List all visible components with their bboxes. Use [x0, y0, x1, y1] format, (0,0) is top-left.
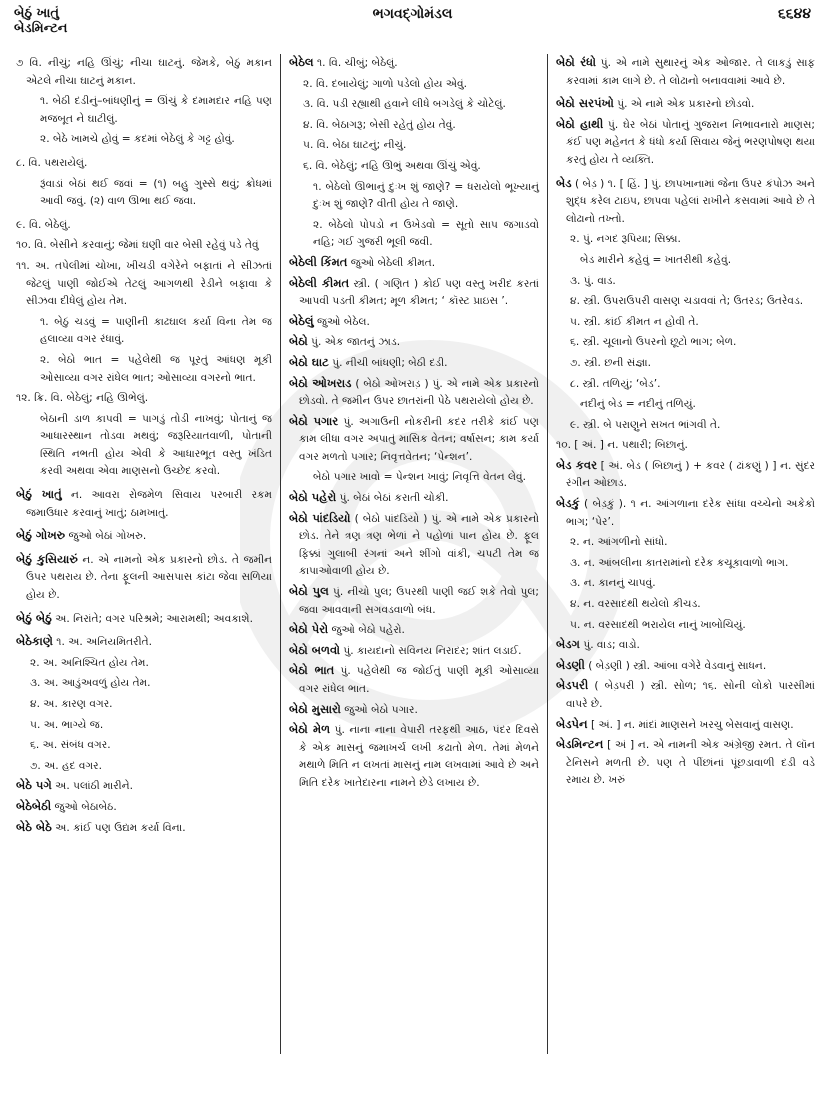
definition-text: ૨. બેઠે ખામચે હોવું = કદમાં બેઠેલું કે ગટ્ટ હોવું.	[40, 133, 235, 146]
dictionary-entry	[289, 95, 539, 114]
headword: બેઠો સરપંખો	[556, 96, 614, 111]
definition-text: ૫. ન. વરસાદથી ભરાયેલ નાનું ખાબોચિયું.	[570, 618, 746, 631]
definition-text: [ અં ] ન. એ નામની એક અંગ્રેજી રમત. તે લૉન ટેનિસને મળતી છે. પણ તે પીંછાંનાં પૂંછડાવાળી દડી વડે રમાય છે. ખરું	[566, 739, 815, 787]
definition-text: ૬. સ્ત્રી. ચૂલાનો ઉપરનો છૂટો ભાગ; બેળ.	[570, 336, 737, 349]
headword: બેઠેલું	[289, 313, 314, 328]
headword: બેઠેકાણે	[16, 634, 53, 649]
dictionary-entry	[556, 251, 815, 270]
dictionary-entry	[556, 375, 815, 394]
dictionary-entry	[16, 486, 272, 522]
dictionary-entry	[289, 721, 539, 792]
dictionary-entry	[16, 654, 272, 673]
dictionary-entry	[556, 436, 815, 455]
headword: બેઠું બેઠું	[16, 610, 52, 625]
dictionary-entry	[16, 313, 272, 349]
dictionary-entry	[16, 798, 272, 817]
definition-text: ( બેઠો ઓખરાડ઼ ) પું. એ નામે એક પ્રકારનો છોડવો. તે જમીન ઉપર છાતરાંની પેઠે પથરાયેલો હોય છે.	[299, 377, 539, 408]
dictionary-entry	[556, 736, 815, 790]
dictionary-entry	[556, 716, 815, 735]
definition-text: પું. નીચો પુલ; ઉપરથી પાણી જઈ શકે તેવો પુલ; જવા આવવાની સગવડવાળો બંધ.	[299, 586, 539, 616]
headword: બેઠો મુસારો	[289, 701, 341, 716]
dictionary-entry	[556, 657, 815, 676]
definition-text: પું. નાના નાના વેપારી તરફથી આઠ, પંદર દિવસે કે એક માસનું જમાખર્ચ લખી કઢાતો મેળ. તેમાં મેળને મથાળે મિતિ ન લખતાં માસનું નામ લખવામાં આવે છે અને મિતિ દરેક ખાતેદારના નામને છેડે લખાય છે.	[299, 724, 539, 789]
dictionary-entry	[556, 616, 815, 635]
definition-text: ૮. સ્ત્રી. તળિયું; ‘બેડ’.	[570, 377, 661, 390]
definition-text: રૂંવાડાં બેઠાં થઈ જવાં = (૧) બહુ ગુસ્સે થવું; ક્રોધમાં આવી જવું. (૨) વાળ ઊભા થઈ જવા.	[40, 177, 272, 208]
definition-text: ( બેઠો પાંદડિયો ) પું. એ નામે એક પ્રકારનો છોડ. તેને ત્રણ ત્રણ ભેળાં ને પહોળાં પાન હોય છે. ફૂલ ફિક્કાં ગુલાબી રંગનાં અને શીંગો વાંકી, ચપટી તેમ જ કાપાઓવાળી હોય છે.	[299, 512, 539, 578]
dictionary-entry	[556, 636, 815, 655]
dictionary-entry	[16, 527, 272, 546]
dictionary-entry	[289, 313, 539, 332]
definition-text: ૪. ન. વરસાદથી થયેલો કીચડ.	[570, 598, 701, 611]
headword: બેડ કવર	[556, 457, 598, 472]
headword: બેઠું કુસિયારું	[16, 551, 78, 566]
dictionary-entry	[16, 551, 272, 605]
dictionary-entry	[289, 583, 539, 619]
headword: બેડ	[556, 175, 572, 190]
dictionary-entry	[556, 416, 815, 435]
headword: બેઠો પાંદડિયો	[289, 510, 351, 525]
dictionary-entry	[556, 230, 815, 249]
dictionary-entry	[556, 272, 815, 291]
dictionary-entry	[16, 175, 272, 211]
column-right	[548, 54, 823, 1084]
definition-text: ( બેડ઼કું ). ૧ ન. આંગળાના દરેક સાંધા વચ્ચેનો અકેકો ભાગ; ‘પેર’.	[566, 498, 815, 528]
page-number: ૬૬૪૪	[777, 6, 811, 22]
definition-text: નદીનું બેડ = નદીનું તળિયું.	[580, 398, 696, 411]
headword: બેઠો રંધો	[556, 55, 596, 69]
definition-text: ૪. સ્ત્રી. ઉપરાઉપરી વાસણ ચડાવવાં તે; ઉતરડ; ઉતરેવડ.	[570, 295, 804, 308]
headword: બેઠેલ	[289, 55, 314, 69]
definition-text: ૮. વિ. પથરાયેલું.	[16, 156, 88, 169]
headword: બેઠો મેળ	[289, 722, 331, 737]
dictionary-entry	[16, 216, 272, 235]
headword: બેઠેબેઠી	[16, 798, 52, 813]
column-left	[8, 54, 280, 1084]
definition-text: ૧. બેઠેલો ઊભાનું દુઃખ શું જાણે? = ધરાયેલો ભૂખ્યાનું દુઃખ શું જાણે? વીતી હોય તે જાણે.	[313, 180, 539, 211]
definition-text: ૯. વિ. બેઠેલું.	[16, 218, 71, 231]
dictionary-entry	[16, 389, 272, 408]
headword: બેડણી	[556, 657, 585, 672]
definition-text: પું. વાડ; વાડો.	[579, 639, 640, 652]
dictionary-entry	[16, 130, 272, 149]
definition-text: ૨. અ. અનિશ્ચિત હોય તેમ.	[30, 656, 149, 669]
dictionary-entry	[556, 395, 815, 414]
headword: બેડપેન	[556, 716, 588, 731]
definition-text: પું. એક જાતનું ઝાડ.	[307, 336, 401, 349]
headword: બેઠેલી કિંમત	[289, 254, 348, 269]
definition-text: પું. પહેલેથી જ જોઈતું પાણી મૂકી ઓસાવ્યા વગર રાંધેલ ભાત.	[299, 665, 540, 695]
headword: બેડગ	[556, 637, 580, 652]
dictionary-entry	[556, 595, 815, 614]
headword: બેઠે પગે	[16, 778, 52, 793]
headword: બેઠું ગોખરુ	[16, 528, 66, 543]
definition-text: ૩. પું. વાડ.	[570, 274, 616, 287]
dictionary-entry	[16, 257, 272, 311]
definition-text: ૪. અ. કારણ વગર.	[30, 698, 113, 710]
dictionary-entry	[289, 510, 539, 581]
definition-text: સ્ત્રી. ( ગણિત ) કોઈ પણ વસ્તુ ખરીદ કરતાં આપવી પડતી કીમત; મૂળ કીમત; ‘ કૉસ્ટ પ્રાઇસ ’.	[299, 277, 539, 308]
page-header	[0, 0, 825, 52]
definition-text: ૯. સ્ત્રી. બે પરાણુને સખત ભાંગવી તે.	[570, 418, 721, 431]
headword: બેઠો પહેરો	[289, 490, 337, 505]
headword: બેડકું	[556, 496, 580, 511]
dictionary-entry	[16, 351, 272, 387]
definition-text: ૧. વિ. ચીબું; બેઠેલું.	[313, 57, 398, 69]
definition-text: [ અં. બેડ ( બિછાનું ) + કવર ( ઢાંકણું ) ] ન. સુંદર રંગીન ઓછાડ.	[566, 459, 816, 490]
dictionary-entry	[556, 333, 815, 352]
definition-text: અ. કાંઈ પણ ઉદ્યમ કર્યા વિના.	[51, 821, 186, 834]
headword: બેઠો ભાત	[289, 663, 335, 678]
definition-text: ૧. અ. અનિયમિતરીતે.	[52, 636, 153, 649]
definition-text: ૨. બેઠો ભાત = પહેલેથી જ પૂરતું આંધણ મૂકી ઓસાવ્યા વગર રાંધેલ ભાત; ઓસાવ્યા વગરનો ભાત.	[40, 353, 272, 384]
dictionary-entry	[289, 621, 539, 640]
headword: બેઠું ખાતું	[16, 487, 62, 502]
dictionary-entry	[289, 254, 539, 273]
dictionary-entry	[289, 178, 539, 214]
dictionary-entry	[16, 716, 272, 735]
definition-text: ૭ વિ. નીચું; નહિ ઊંચું; નીચા ઘાટનું. જેમકે, બેઠું મકાન એટલે નીચા ઘાટનું મકાન.	[16, 57, 272, 87]
definition-text: ૨. વિ. દબાયેલું; ગાળો પડેલો હોય એવું.	[303, 77, 468, 90]
dictionary-entry	[16, 674, 272, 693]
dictionary-entry	[16, 757, 272, 776]
definition-text: ૩. ન. કાનનું ચાપવું.	[570, 577, 656, 590]
definition-text: પું. એ નામે એક પ્રકારનો છોડવો.	[613, 98, 755, 111]
dictionary-columns	[0, 54, 825, 1084]
definition-text: ( બેડ઼ણી ) સ્ત્રી. આંબા વગેરે વેડવાનું સાધન.	[584, 659, 767, 672]
definition-text: ન. આવરા રોજમેળ સિવાય પરબારી રકમ જમાઉધાર કરવાનું ખાતું; ઠામખાતું.	[26, 489, 272, 519]
dictionary-entry	[556, 95, 815, 114]
dictionary-entry	[16, 154, 272, 173]
definition-text: પું. એ નામે સુથારનું એક ઓજાર. તે લાકડું સાફ કરવામાં કામ લાગે છે. તે લોઢાનો બનાવવામાં આવે છે.	[566, 57, 815, 87]
definition-text: ૫. વિ. બેઠા ઘાટનું; નીચું.	[303, 139, 407, 152]
headword: બેઠો હાથી	[556, 116, 604, 131]
dictionary-entry	[289, 275, 539, 311]
dictionary-entry	[16, 410, 272, 481]
headword: બેઠો ઓખરાડ	[289, 375, 352, 390]
dictionary-entry	[556, 533, 815, 552]
dictionary-entry	[289, 157, 539, 176]
dictionary-entry	[289, 333, 539, 352]
headword: બેઠો ઘાટ	[289, 354, 329, 369]
definition-text: જુઓ બેઠાબેઠ.	[51, 800, 117, 813]
headword: બેડપરી	[556, 678, 589, 693]
definition-text: ૬. વિ. બેઠેલું; નહિ ઊભું અથવા ઊંચું એવું.	[303, 159, 481, 172]
definition-text: ૧૨. ક્રિ. વિ. બેઠેલું; નહિ ઊભેલું.	[16, 392, 149, 405]
dictionary-entry	[16, 777, 272, 796]
definition-text: ૧. બેઠું ચડવું = પાણીની કાઢઘાલ કર્યા વિના તેમ જ હલાવ્યા વગર રંધાવું.	[40, 315, 272, 346]
dictionary-entry	[289, 216, 539, 252]
headword: બેઠે બેઠે	[16, 819, 52, 834]
definition-text: પું. અગાઉની નોકરીની કદર તરીકે કાંઈ પણ કામ લીધા વગર અપાતું માસિક વેતન; વર્ષાસન; કામ કર્યા વગર મળતો પગાર; નિવૃત્તવેતન; ‘પેન્શન’.	[299, 415, 540, 463]
definition-text: ૧. બેઠી દડીનું–બાંધણીનું = ઊંચું કે દમામદાર નહિ પણ મજબૂત ને ઘાટીલું.	[40, 95, 272, 125]
definition-text: ૫. સ્ત્રી. કાંઈ કીમત ન હોવી તે.	[570, 315, 699, 328]
headword: બેઠો પેરો	[289, 622, 329, 637]
dictionary-entry	[16, 736, 272, 755]
dictionary-entry	[16, 92, 272, 128]
guide-word-last: બેડમિન્ટન	[14, 21, 68, 36]
headword: બેઠો	[289, 334, 308, 349]
headword: બેઠો પુલ	[289, 584, 329, 599]
guide-word-first: બેઠું ખાતું	[14, 6, 60, 21]
dictionary-entry	[556, 292, 815, 311]
headword: બેઠેલી કીમત	[289, 275, 350, 290]
definition-text: ૬. અ. સંબંધ વગર.	[30, 739, 111, 752]
dictionary-entry	[16, 819, 272, 838]
definition-text: ૧૦. વિ. બેસીને કરવાનું; જેમાં ઘણી વાર બેસી રહેવું પડે તેવું	[16, 239, 259, 252]
dictionary-entry	[16, 695, 272, 714]
dictionary-entry	[289, 642, 539, 661]
definition-text: અ. નિરાંતે; વગર પરિશ્રમે; આરામથી; અવકાશે.	[51, 612, 253, 625]
dictionary-entry	[289, 116, 539, 135]
definition-text: ૫. અ. ભાગ્યે જ.	[30, 718, 104, 731]
dictionary-entry	[556, 354, 815, 373]
definition-text: ૨. ન. આંગળીનો સાંધો.	[570, 536, 668, 549]
dictionary-entry	[289, 54, 539, 73]
definition-text: ૩. ન. આંબલીના કાતરામાંનો દરેક કચૂકાવાળો ભાગ.	[570, 556, 789, 569]
definition-text: અ. પલાંઠી મારીને.	[51, 780, 133, 793]
headword: બેઠો પગાર	[289, 413, 339, 428]
dictionary-entry	[289, 136, 539, 155]
definition-text: ન. એ નામનો એક પ્રકારનો છોડ. તે જમીન ઉપર પથરાય છે. તેના ફૂલની આસપાસ કાંટા જેવા સળિયા હોય છે.	[26, 553, 272, 602]
dictionary-entry	[289, 354, 539, 373]
definition-text: ૩. વિ. પડી રહ્યાથી હવાને લીધે બગડેલું કે ચોટેલું.	[303, 98, 506, 111]
definition-text: ૭. સ્ત્રી. છની સંજ્ઞા.	[570, 356, 652, 369]
definition-text: ૪. વિ. બેઠાગરૂ; બેસી રહેતું હોય તેવું.	[303, 118, 456, 131]
definition-text: [ અં. ] ન. માંદાં માણસને ખરચુ બેસવાનું વાસણ.	[587, 718, 794, 731]
dictionary-entry	[16, 236, 272, 255]
headword: બેડમિન્ટન	[556, 737, 604, 752]
definition-text: ૨. પું. નગદ રૂપિયા; સિક્કા.	[570, 233, 681, 246]
definition-text: ૧૦. [ અં. ] ન. પથારી; બિછાનું.	[556, 439, 688, 452]
definition-text: જુઓ બેઠેલ.	[313, 315, 370, 328]
dictionary-entry	[556, 457, 815, 493]
definition-text: ૧૧. અ. તપેલીમાં ચોખા, ખીચડી વગેરેને બફાતાં ને સીઝતાં જેટલું પાણી જોઈએ તેટલું આગળથી રેડીને બફાવા કે સીઝવા દીધેલું હોય તેમ.	[16, 259, 272, 308]
definition-text: ( બેડ઼ ) ૧. [ હિં. ] પું. છાપખાનામાં જેના ઉપર કંપોઝ અને શુદ્ધ કરેલ ટાઇપ, છાપવા પહેલાં રાખીને કસવામાં આવે છે તે લોઢાનો તખ્તો.	[566, 177, 815, 225]
definition-text: પું. બેઠાં બેઠાં કરાતી ચોકી.	[336, 492, 449, 505]
definition-text: બેઠો પગાર ખાવો = પેન્શન ખાવું; નિવૃત્તિ વેતન લેવું.	[313, 471, 526, 484]
dictionary-entry	[289, 489, 539, 508]
dictionary-entry	[289, 413, 539, 467]
definition-text: બેડ મારીને કહેવું = ખાતરીથી કહેવું.	[580, 253, 732, 266]
definition-text: ૩. અ. આડુંઅવળું હોય તેમ.	[30, 677, 151, 690]
dictionary-entry	[556, 574, 815, 593]
definition-text: જુઓ બેઠો પગાર.	[340, 703, 418, 716]
definition-text: ૭. અ. હદ વગર.	[30, 759, 103, 772]
dictionary-entry	[16, 610, 272, 629]
dictionary-entry	[289, 375, 539, 411]
dictionary-entry	[289, 468, 539, 487]
headword: બેઠો બળવો	[289, 642, 341, 657]
dictionary-entry	[289, 75, 539, 94]
definition-text: જુઓ બેઠો પહેરો.	[328, 624, 405, 637]
definition-text: બેઠાની ડાળ કાપવી = પાગડું તોડી નાખવું; પોતાનું જ આધારસ્થાન તોડવા મથવું; જરૂરિયાતવાળી, પોતાની સ્થિતિ નભતી હોય એવી કે આધારભૂત વસ્તુ ખંડિત કરવી અથવા એવા માણસનો ઉચ્છેદ કરવો.	[40, 412, 272, 478]
dictionary-entry	[556, 116, 815, 170]
dictionary-entry	[289, 662, 539, 698]
book-title: ભગવદ્ગોમંડલ	[372, 6, 453, 22]
dictionary-entry	[556, 554, 815, 573]
column-middle	[280, 54, 548, 1054]
definition-text: પું. કાયદાનો સવિનય નિરાદર; શાંત લડાઈ.	[340, 644, 522, 657]
dictionary-entry	[289, 701, 539, 720]
definition-text: ( બેડ઼પરી ) સ્ત્રી. સોળ; ૧૬. સોની લોકો પારસીમાં વાપરે છે.	[566, 680, 815, 710]
dictionary-entry	[556, 54, 815, 90]
dictionary-entry	[556, 677, 815, 713]
dictionary-entry	[16, 54, 272, 90]
dictionary-entry	[556, 313, 815, 332]
dictionary-entry	[556, 495, 815, 531]
dictionary-entry	[556, 175, 815, 229]
definition-text: જુઓ બેઠેલી કીમત.	[347, 256, 436, 269]
definition-text: પું. નીચી બાંધણી; બેઠી દડી.	[328, 356, 448, 369]
definition-text: પું. ઘેર બેઠાં પોતાનું ગુજરાન નિભાવનારો માણસ; કંઈ પણ મહેનત કે ધંધો કર્યા સિવાય જેનું ભરણપોષણ થયા કરતું હોય તે વ્યક્તિ.	[566, 118, 815, 166]
definition-text: જુઓ બેઠાં ગોખરુ.	[65, 530, 147, 543]
dictionary-entry	[16, 633, 272, 652]
definition-text: ૨. બેઠેલો પોપડો ન ઉખેડવો = સૂતો સાપ જગાડવો નહિ; ગઈ ગુજરી ભૂલી જવી.	[313, 218, 539, 249]
